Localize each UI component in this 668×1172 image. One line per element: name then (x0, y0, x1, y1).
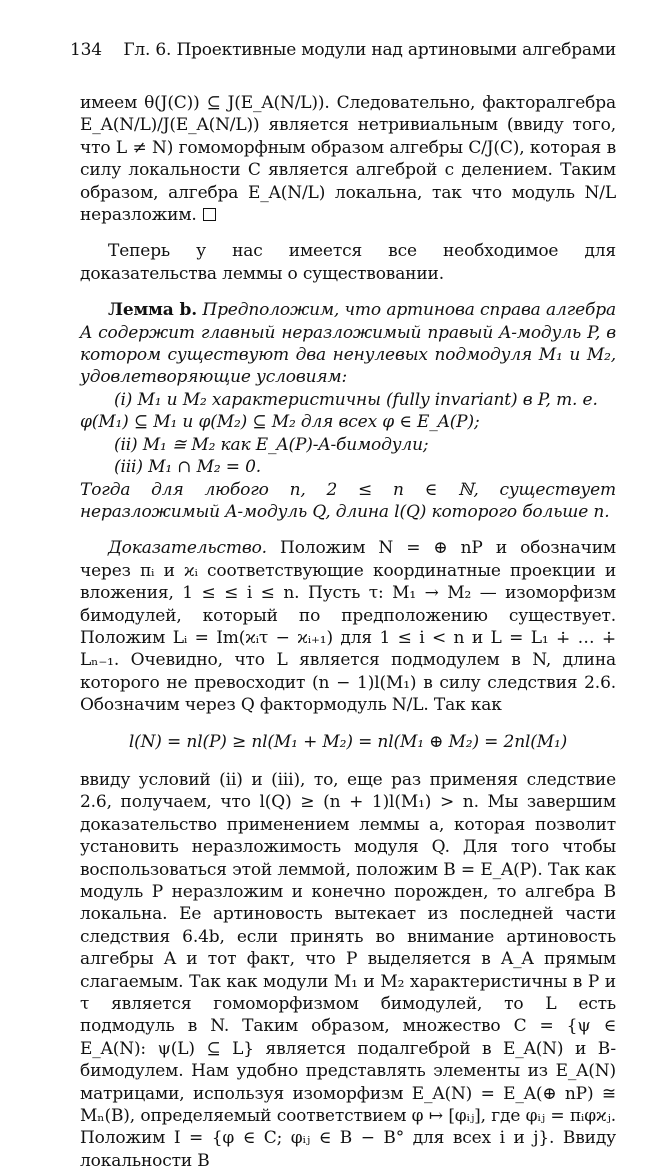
proof-paragraph-2: ввиду условий (ii) и (iii), то, еще раз применяя следствие 2.6, получаем, что l(Q) ≥ (n + 1)l(M₁) > n. Мы завершим доказательство применением леммы a, которая позволит установить неразложимость модуля Q. Для того чтобы воспользоваться этой леммой, положим B = E_A(P). Так как модуль P неразложим и конечно порожден, то алгебра B локальна. Ее артиновость вытекает из последней части следствия 6.4b, если принять во внимание артиновость алгебры A и тот факт, что P выделяется в A_A прямым слагаемым. Так как модули M₁ и M₂ характеристичны в P и τ является гомоморфизмом бимодулей, то L есть подмодуль в N. Таким образом, множество C = {ψ ∈ E_A(N): ψ(L) ⊆ L} является подалгеброй в E_A(N) и B-бимодулем. Нам удобно представлять элементы из E_A(N) матрицами, используя изоморфизм E_A(N) = E_A(⊕ nP) ≅ Mₙ(B), определяемый соответствием φ ↦ [φᵢⱼ], где φᵢⱼ = πᵢφϰⱼ. Положим I = {φ ∈ C; φᵢⱼ ∈ B − B° для всех i и j}. Ввиду локальности B (80, 769, 616, 1171)
proof-paragraph-1: Доказательство. Положим N = ⊕ nP и обозначим через πᵢ и ϰᵢ соответствующие координатные проекции и вложения, 1 ≤ ≤ i ≤ n. Пусть τ: M₁ → M₂ — изоморфизм бимодулей, который по предположению существует. Положим Lᵢ = Im(ϰᵢτ − ϰᵢ₊₁) для 1 ≤ i < n и L = L₁ ∔ … ∔ Lₙ₋₁. Очевидно, что L является подмодулем в N, длина которого не превосходит (n − 1)l(M₁) в силу следствия 2.6. Обозначим через Q фактормодуль N/L. Так как (80, 538, 616, 716)
lemma-conclusion: Тогда для любого n, 2 ≤ n ∈ ℕ, существует неразложимый A-модуль Q, длина l(Q) которого больше n. (80, 479, 616, 522)
page-number: 134 (70, 40, 102, 60)
paragraph-2: Теперь у нас имеется все необходимое для доказательства леммы о существовании. (80, 241, 616, 284)
paragraph-1: имеем θ(J(C)) ⊆ J(E_A(N/L)). Следовательно, факторалгебра E_A(N/L)/J(E_A(N/L)) является нетривиальным (ввиду того, что L ≠ N) гомоморфным образом алгебры C/J(C), которая в силу локальности C является алгеброй с делением. Таким образом, алгебра E_A(N/L) локальна, так что модуль N/L неразложим. (80, 93, 616, 226)
qed-square-icon (203, 208, 216, 221)
display-formula: l(N) = nl(P) ≥ nl(M₁ + M₂) = nl(M₁ ⊕ M₂) = 2nl(M₁) (128, 731, 568, 752)
running-title: Гл. 6. Проективные модули над артиновыми алгебрами (123, 40, 616, 60)
running-header (70, 40, 616, 60)
condition-i-second-line: φ(M₁) ⊆ M₁ и φ(M₂) ⊆ M₂ для всех φ ∈ E_A(P); (80, 412, 480, 433)
lemma-heading: Лемма b. (108, 300, 198, 321)
condition-iii: (iii) M₁ ∩ M₂ = 0. (114, 457, 262, 478)
proof-heading: Доказательство. (108, 538, 267, 559)
lemma-statement: Предположим, что артинова справа алгебра A содержит главный неразложимый правый A-модуль P, в котором существуют два ненулевых подмодуля M₁ и M₂, удовлетворяющие условиям: (80, 300, 616, 388)
lemma-b (80, 299, 616, 389)
page-body (80, 92, 616, 1172)
condition-i-first-line: (i) M₁ и M₂ характеристичны (fully invariant) в P, т. е. (114, 389, 598, 410)
condition-ii: (ii) M₁ ≅ M₂ как E_A(P)-A-бимодули; (114, 434, 429, 455)
